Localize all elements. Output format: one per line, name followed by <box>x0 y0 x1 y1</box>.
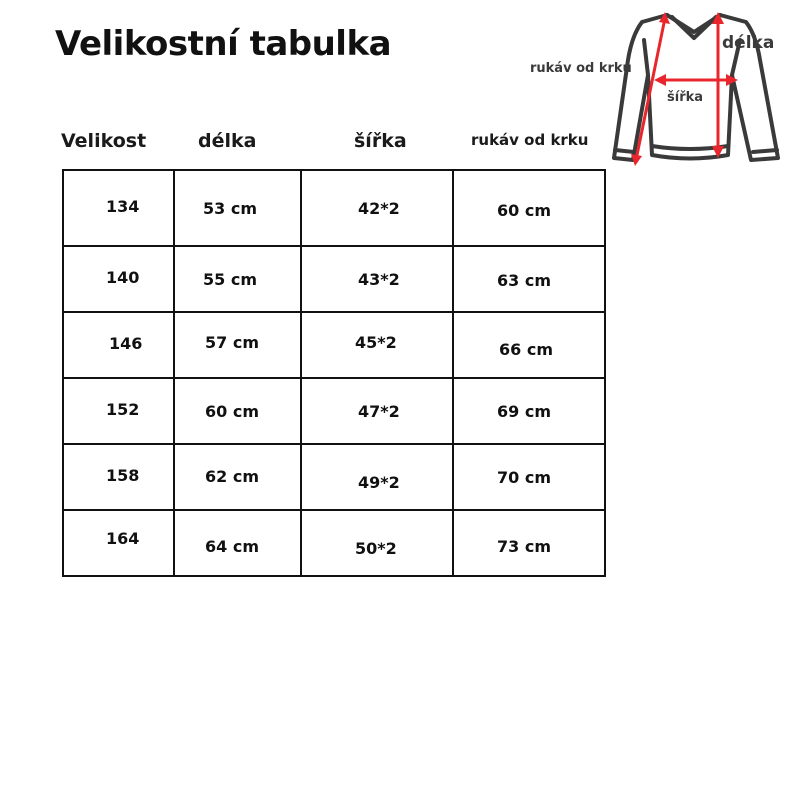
cell-size: 158 <box>63 444 174 510</box>
cell-width: 42*2 <box>301 170 453 246</box>
cell-size: 152 <box>63 378 174 444</box>
cell-sleeve: 60 cm <box>453 170 605 246</box>
cell-sleeve: 73 cm <box>453 510 605 576</box>
cell-sleeve: 66 cm <box>453 312 605 378</box>
header-sleeve: rukáv od krku <box>471 131 589 149</box>
cell-width: 43*2 <box>301 246 453 312</box>
page-title: Velikostní tabulka <box>55 24 392 64</box>
header-length: délka <box>198 130 257 152</box>
cell-length: 57 cm <box>174 312 301 378</box>
cell-width: 49*2 <box>301 444 453 510</box>
cell-width: 50*2 <box>301 510 453 576</box>
diagram-length-label: délka <box>722 33 775 53</box>
cell-width: 45*2 <box>301 312 453 378</box>
cell-length: 55 cm <box>174 246 301 312</box>
diagram-width-label: šířka <box>667 90 704 105</box>
header-size: Velikost <box>61 130 147 152</box>
table-row <box>63 312 605 378</box>
table-row <box>63 444 605 510</box>
cell-length: 64 cm <box>174 510 301 576</box>
cell-size: 140 <box>63 246 174 312</box>
cell-sleeve: 63 cm <box>453 246 605 312</box>
table-row <box>63 170 605 246</box>
cell-size: 134 <box>63 170 174 246</box>
header-width: šířka <box>354 130 407 152</box>
cell-length: 53 cm <box>174 170 301 246</box>
cell-length: 62 cm <box>174 444 301 510</box>
table-row <box>63 378 605 444</box>
cell-sleeve: 69 cm <box>453 378 605 444</box>
cell-length: 60 cm <box>174 378 301 444</box>
diagram-sleeve-label: rukáv od krku <box>530 61 632 76</box>
cell-size: 164 <box>63 510 174 576</box>
cell-sleeve: 70 cm <box>453 444 605 510</box>
cell-size: 146 <box>63 312 174 378</box>
size-table <box>62 169 606 577</box>
table-row <box>63 246 605 312</box>
cell-width: 47*2 <box>301 378 453 444</box>
table-row <box>63 510 605 576</box>
